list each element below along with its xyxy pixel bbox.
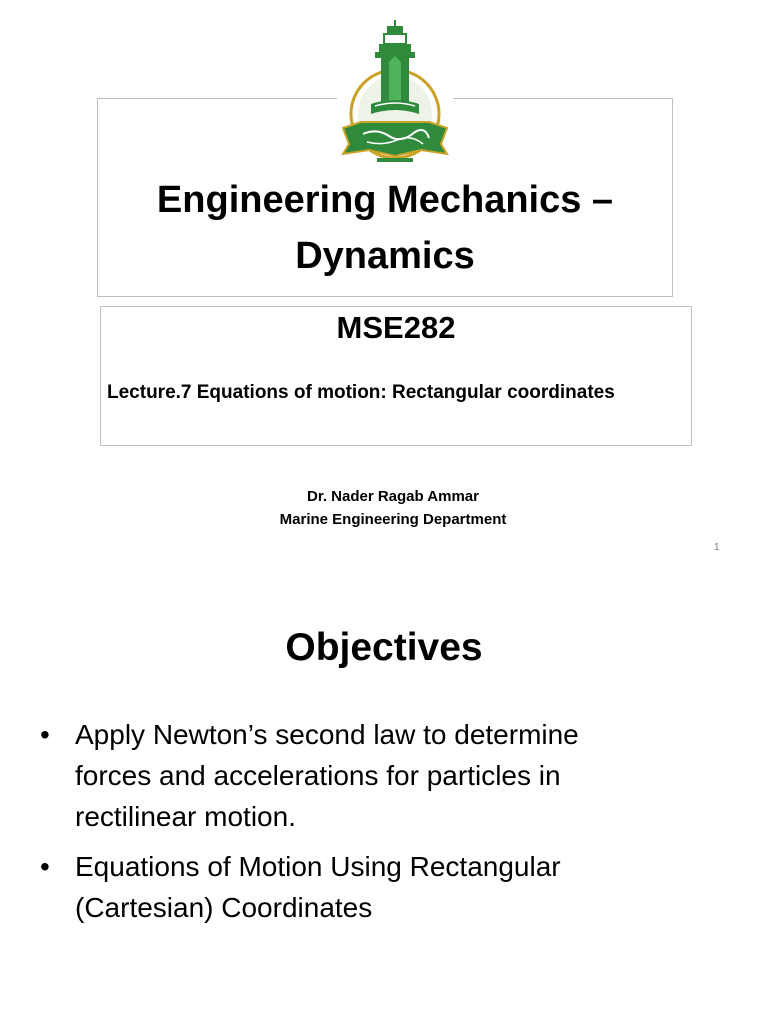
list-item (40, 846, 740, 928)
bullet-icon: • (40, 851, 50, 882)
objectives-heading: Objectives (285, 626, 483, 669)
bullet-line: rectilinear motion. (75, 801, 296, 832)
bullet-icon: • (40, 719, 50, 750)
course-code: MSE282 (336, 310, 456, 345)
presentation-title (97, 172, 673, 284)
title-line-2: Dynamics (295, 235, 475, 277)
bullet-line: (Cartesian) Coordinates (75, 892, 373, 923)
page-number: 1 (714, 542, 720, 553)
university-logo-icon (337, 16, 453, 172)
department-name: Marine Engineering Department (279, 511, 507, 528)
bullet-line: Equations of Motion Using Rectangular (75, 851, 561, 882)
objectives-slide (0, 570, 768, 1024)
bullet-line: forces and accelerations for particles in (75, 760, 561, 791)
title-line-1: Engineering Mechanics – (156, 179, 614, 221)
lecture-title: Lecture.7 Equations of motion: Rectangular coordinates (107, 382, 615, 403)
author-block (0, 485, 768, 531)
bullet-line: Apply Newton’s second law to determine (75, 719, 579, 750)
author-name: Dr. Nader Ragab Ammar (306, 488, 479, 505)
list-item (40, 714, 740, 837)
objectives-list (40, 714, 740, 937)
